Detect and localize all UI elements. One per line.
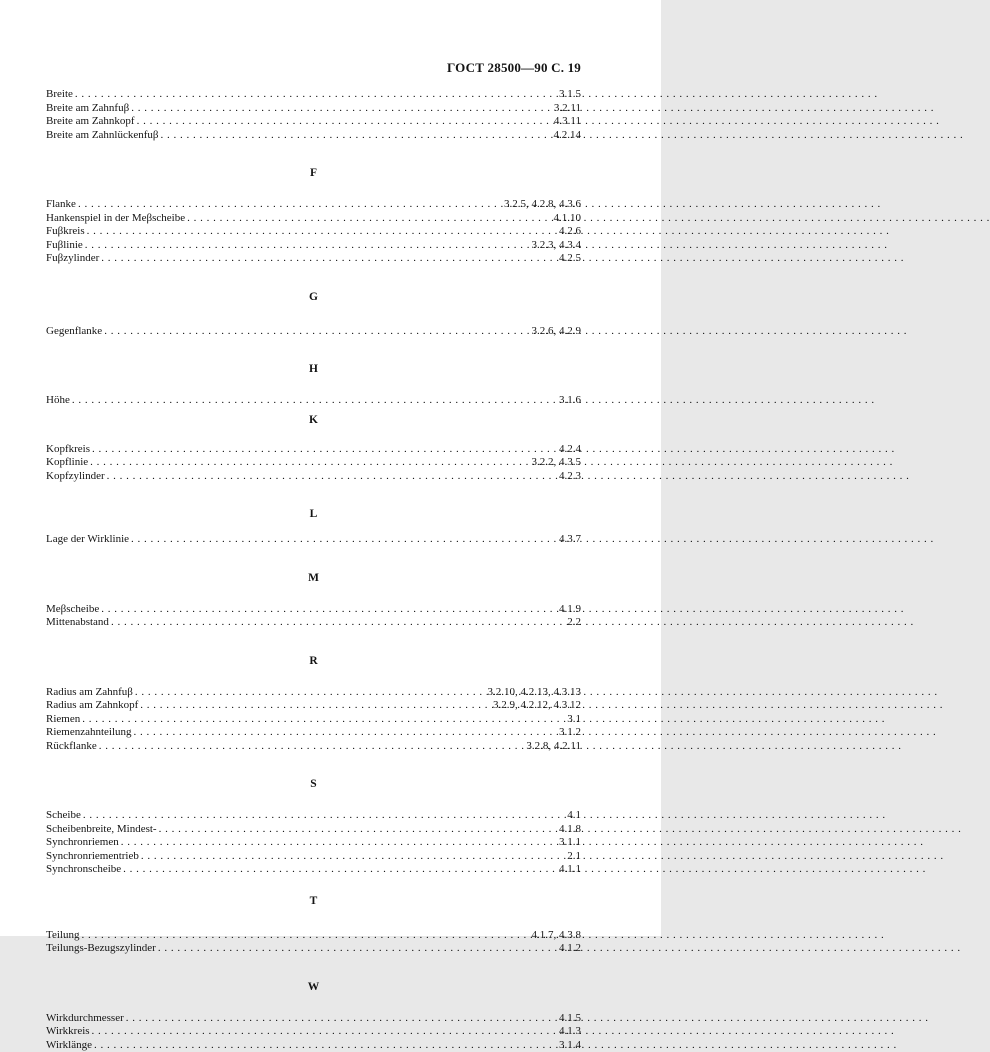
dot-leader — [99, 740, 523, 754]
section-entries — [46, 809, 581, 877]
entry-refs: 3.1.6 — [555, 394, 581, 408]
index-entry — [46, 325, 581, 339]
entry-refs: 3.1 — [563, 713, 581, 727]
entry-term: Breite am Zahnkopf — [46, 115, 135, 129]
section-letter: G — [46, 291, 581, 303]
dot-leader — [101, 252, 555, 266]
entry-term: Scheibe — [46, 809, 81, 823]
entry-term: Meβscheibe — [46, 603, 99, 617]
entry-refs: 4.1.7, 4.3.8 — [528, 929, 582, 943]
entry-refs: 3.1.2 — [555, 726, 581, 740]
section-entries — [46, 325, 581, 339]
index-section-F — [46, 167, 581, 266]
entry-term: Synchronriementrieb — [46, 850, 139, 864]
index-section-R — [46, 655, 581, 754]
entry-refs: 3.2.8, 4.2.11 — [522, 740, 581, 754]
entry-term: Synchronriemen — [46, 836, 119, 850]
section-letter: F — [46, 167, 581, 179]
dot-leader — [75, 88, 555, 102]
index-entry — [46, 942, 581, 956]
dot-leader — [123, 863, 555, 877]
entry-term: Fuβkreis — [46, 225, 85, 239]
entry-refs: 3.1.4 — [555, 1039, 581, 1052]
entry-refs: 4.1.9 — [555, 603, 581, 617]
index-entry — [46, 809, 581, 823]
index-entry — [46, 443, 581, 457]
entry-refs: 4.3.11 — [550, 115, 581, 129]
section-entries — [46, 603, 581, 630]
index-entry — [46, 456, 581, 470]
entry-term: Kopflinie — [46, 456, 88, 470]
entry-refs: 4.1.10 — [550, 212, 582, 226]
section-entries — [46, 198, 581, 266]
index-entry — [46, 850, 581, 864]
section-letter: S — [46, 778, 581, 790]
entry-term: Gegenflanke — [46, 325, 102, 339]
entry-term: Fuβlinie — [46, 239, 83, 253]
dot-leader — [161, 129, 550, 143]
dot-leader — [141, 850, 563, 864]
entry-term: Breite am Zahnfuβ — [46, 102, 129, 116]
entry-term: Hankenspiel in der Meβscheibe — [46, 212, 185, 226]
section-letter: M — [46, 572, 581, 584]
entry-refs: 2.1 — [563, 850, 581, 864]
entry-refs: 4.1.1 — [555, 863, 581, 877]
index-section-G — [46, 291, 581, 339]
index-entry — [46, 740, 581, 754]
index-section-L — [46, 508, 581, 547]
entry-term: Teilung — [46, 929, 79, 943]
index-entry — [46, 102, 581, 116]
entry-term: Scheibenbreite, Mindest- — [46, 823, 157, 837]
index-entry — [46, 533, 581, 547]
index-entry — [46, 699, 581, 713]
dot-leader — [187, 212, 549, 226]
entry-refs: 3.2.11 — [550, 102, 581, 116]
index-entry — [46, 88, 581, 102]
entry-refs: 4.2.5 — [555, 252, 581, 266]
index-entry — [46, 470, 581, 484]
section-letter: W — [46, 981, 581, 993]
entry-term: Riemen — [46, 713, 80, 727]
entry-refs: 3.2.6, 4.2.9 — [528, 325, 582, 339]
index-entry — [46, 198, 581, 212]
index-section-K — [46, 414, 581, 484]
page-header: ГОСТ 28500—90 С. 19 — [46, 60, 581, 75]
entry-term: Wirkdurchmesser — [46, 1012, 124, 1026]
dot-leader — [137, 115, 550, 129]
entry-term: Wirklänge — [46, 1039, 92, 1052]
dot-leader — [92, 1025, 555, 1039]
dot-leader — [90, 456, 527, 470]
index-entry — [46, 239, 581, 253]
dot-leader — [159, 823, 555, 837]
section-entries — [46, 88, 581, 142]
index-entry — [46, 929, 581, 943]
entry-refs: 4.1.3 — [555, 1025, 581, 1039]
dot-leader — [131, 533, 555, 547]
entry-term: Riemenzahnteilung — [46, 726, 132, 740]
entry-term: Wirkkreis — [46, 1025, 90, 1039]
entry-term: Radius am Zahnkopf — [46, 699, 138, 713]
entry-term: Fuβzylinder — [46, 252, 99, 266]
dot-leader — [81, 929, 527, 943]
dot-leader — [104, 325, 527, 339]
dot-leader — [101, 603, 555, 617]
dot-leader — [83, 809, 563, 823]
index-entry — [46, 115, 581, 129]
entry-refs: 3.2.9, 4.2.12, 4.3.12 — [489, 699, 581, 713]
index-entry — [46, 713, 581, 727]
entry-refs: 4.2.3 — [555, 470, 581, 484]
section-letter: K — [46, 414, 581, 426]
section-entries — [46, 929, 581, 956]
entry-refs: 4.1 — [563, 809, 581, 823]
entry-refs: 4.1.8 — [555, 823, 581, 837]
index-list — [46, 88, 581, 1052]
entry-term: Mittenabstand — [46, 616, 109, 630]
index-section-W — [46, 981, 581, 1052]
entry-refs: 3.1.1 — [555, 836, 581, 850]
entry-refs: 4.1.2 — [555, 942, 581, 956]
index-entry — [46, 252, 581, 266]
entry-term: Radius am Zahnfuβ — [46, 686, 133, 700]
entry-refs: 2.2 — [563, 616, 581, 630]
dot-leader — [134, 726, 555, 740]
index-entry — [46, 863, 581, 877]
entry-term: Breite am Zahnlückenfuβ — [46, 129, 159, 143]
dot-leader — [92, 443, 555, 457]
index-entry — [46, 394, 581, 408]
dot-leader — [82, 713, 563, 727]
index-entry — [46, 686, 581, 700]
entry-term: Kopfkreis — [46, 443, 90, 457]
dot-leader — [140, 699, 489, 713]
index-entry — [46, 603, 581, 617]
section-letter: H — [46, 363, 581, 375]
dot-leader — [126, 1012, 555, 1026]
index-section-S — [46, 778, 581, 877]
entry-refs: 4.2.6 — [555, 225, 581, 239]
entry-refs: 4.3.7 — [555, 533, 581, 547]
index-section-M — [46, 572, 581, 630]
entry-refs: 3.1.5 — [555, 88, 581, 102]
entry-refs: 4.2.4 — [555, 443, 581, 457]
entry-term: Flanke — [46, 198, 76, 212]
index-entry — [46, 225, 581, 239]
dot-leader — [85, 239, 528, 253]
dot-leader — [94, 1039, 555, 1052]
section-entries — [46, 686, 581, 754]
dot-leader — [135, 686, 484, 700]
index-entry — [46, 212, 581, 226]
index-entry — [46, 1025, 581, 1039]
index-entry — [46, 836, 581, 850]
entry-term: Lage der Wirklinie — [46, 533, 129, 547]
entry-refs: 3.2.10, 4.2.13, 4.3.13 — [484, 686, 582, 700]
dot-leader — [131, 102, 550, 116]
index-section-H — [46, 363, 581, 408]
section-letter: L — [46, 508, 581, 520]
section-entries — [46, 533, 581, 547]
dot-leader — [158, 942, 555, 956]
entry-term: Höhe — [46, 394, 70, 408]
index-entry — [46, 616, 581, 630]
dot-leader — [72, 394, 555, 408]
index-entry — [46, 726, 581, 740]
entry-term: Rückflanke — [46, 740, 97, 754]
index-section-T — [46, 895, 581, 956]
entry-term: Kopfzylinder — [46, 470, 105, 484]
index-entry — [46, 1012, 581, 1026]
section-entries — [46, 443, 581, 484]
entry-term: Teilungs-Bezugszylinder — [46, 942, 156, 956]
entry-term: Breite — [46, 88, 73, 102]
section-entries — [46, 394, 581, 408]
entry-refs: 3.2.3, 4.3.4 — [528, 239, 582, 253]
dot-leader — [107, 470, 555, 484]
dot-leader — [78, 198, 500, 212]
index-entry — [46, 129, 581, 143]
entry-term: Synchronscheibe — [46, 863, 121, 877]
entry-refs: 3.2.5, 4.2.8, 4.3.6 — [500, 198, 581, 212]
section-letter: T — [46, 895, 581, 907]
entry-refs: 4.1.5 — [555, 1012, 581, 1026]
index-entry — [46, 823, 581, 837]
dot-leader — [121, 836, 555, 850]
index-section-continued — [46, 88, 581, 142]
index-entry — [46, 1039, 581, 1052]
entry-refs: 3.2.2, 4.3.5 — [528, 456, 582, 470]
entry-refs: 4.2.14 — [550, 129, 582, 143]
dot-leader — [111, 616, 563, 630]
section-entries — [46, 1012, 581, 1052]
dot-leader — [87, 225, 555, 239]
section-letter: R — [46, 655, 581, 667]
